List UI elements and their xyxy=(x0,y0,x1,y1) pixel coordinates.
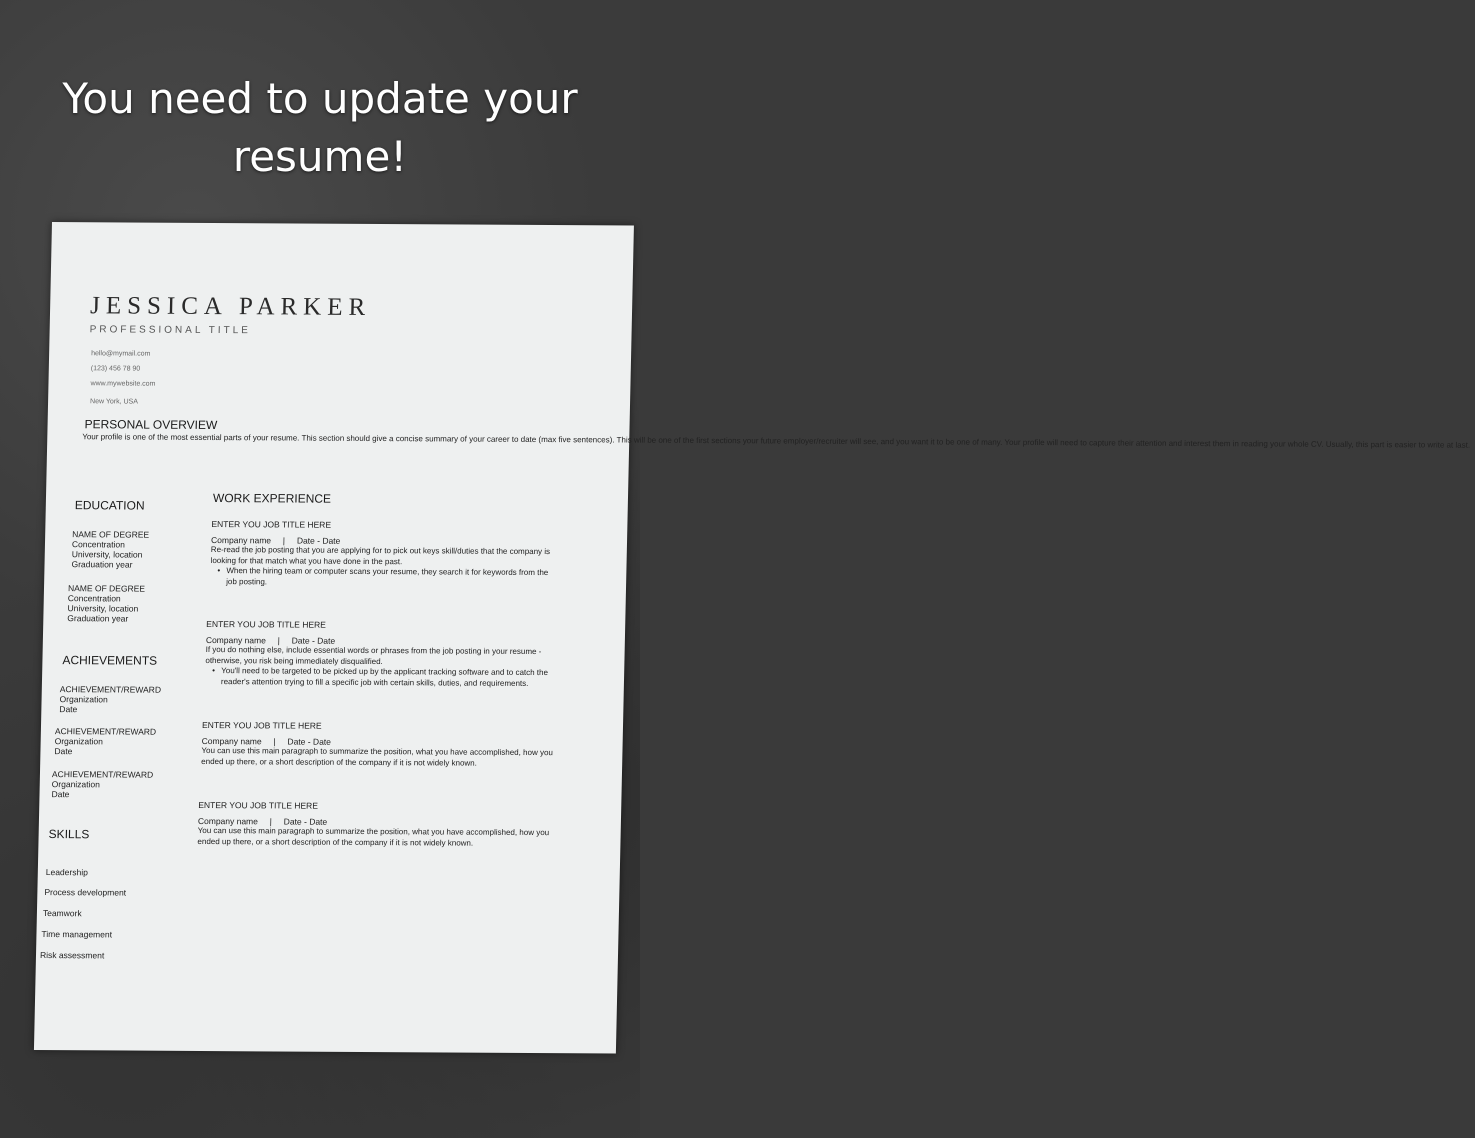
achievement-date: Date xyxy=(54,746,73,757)
contact-phone: (123) 456 78 90 xyxy=(90,365,141,373)
achievement-entry xyxy=(59,684,161,715)
education-entry xyxy=(71,529,149,569)
overview-heading: PERSONAL OVERVIEW xyxy=(84,417,218,433)
job-meta: Company name | Date - Date xyxy=(201,735,332,747)
job-entry xyxy=(201,720,560,769)
degree-concentration: Concentration xyxy=(71,539,125,550)
job-meta: Company name | Date - Date xyxy=(205,634,336,646)
resume-name: JESSICA PARKER xyxy=(89,292,372,321)
skill-item: Teamwork xyxy=(42,908,82,919)
resume-paper xyxy=(34,222,1471,1054)
skill-item: Leadership xyxy=(45,867,88,878)
degree-year: Graduation year xyxy=(67,613,129,624)
achievement-date: Date xyxy=(59,704,78,715)
skill-item: Process development xyxy=(44,887,127,898)
degree-location: University, location xyxy=(67,603,139,614)
video-caption xyxy=(0,70,640,186)
degree-name: NAME OF DEGREE xyxy=(67,583,146,594)
degree-location: University, location xyxy=(71,549,143,560)
job-title: ENTER YOU JOB TITLE HERE xyxy=(201,719,322,731)
achievement-entry xyxy=(51,769,153,800)
skill-item: Time management xyxy=(41,929,113,940)
degree-year: Graduation year xyxy=(71,559,133,570)
degree-concentration: Concentration xyxy=(67,593,121,604)
education-heading: EDUCATION xyxy=(74,498,145,513)
job-description: You can use this main paragraph to summarize the position, what you have accomplished, how you ended up there, or a short description of the company if it is not widely known. xyxy=(197,825,550,848)
achievement-org: Organization xyxy=(59,694,108,705)
job-entry xyxy=(197,800,558,849)
skills-heading: SKILLS xyxy=(48,827,90,842)
achievement-title: ACHIEVEMENT/REWARD xyxy=(54,726,157,737)
caption-line-2: resume! xyxy=(232,132,408,181)
job-bullet: • You'll need to be targeted to be picked up by the applicant tracking software and to catch the reader's attention trying to fill a specific job with certain skills, duties, and requirements. xyxy=(221,666,560,689)
job-meta: Company name | Date - Date xyxy=(210,535,341,546)
achievement-org: Organization xyxy=(51,779,101,790)
work-experience-heading: WORK EXPERIENCE xyxy=(212,491,332,506)
job-entry xyxy=(205,619,561,689)
overview-text: Your profile is one of the most essential parts of your resume. This section should give a concise summary of your career to date (max five sentences). This will be one of the first sections your future employer/recruiter will see, and you want it to be one of many. Your profile will need to capture their attention and interest them in reading your whole CV. Usually, this part is easier to write at last. xyxy=(82,432,1471,450)
achievement-org: Organization xyxy=(54,736,103,747)
caption-line-1: You need to update your xyxy=(62,74,578,123)
job-description: If you do nothing else, include essential words or phrases from the job posting in your resume - otherwise, you risk being immediately disqualified. xyxy=(205,644,542,666)
job-title: ENTER YOU JOB TITLE HERE xyxy=(211,519,332,530)
job-description: Re-read the job posting that you are applying for to pick out keys skill/duties that the company is looking for that match what you have done in the past. xyxy=(210,545,551,566)
degree-name: NAME OF DEGREE xyxy=(72,529,150,540)
education-entry xyxy=(67,583,145,623)
achievement-date: Date xyxy=(51,789,70,800)
achievements-heading: ACHIEVEMENTS xyxy=(62,653,158,668)
skill-item: Risk assessment xyxy=(39,950,105,961)
job-title: ENTER YOU JOB TITLE HERE xyxy=(198,799,319,811)
contact-location: New York, USA xyxy=(90,398,139,406)
contact-email: hello@mymail.com xyxy=(91,350,151,358)
professional-title: PROFESSIONAL TITLE xyxy=(89,324,252,337)
job-description: You can use this main paragraph to summarize the position, what you have accomplished, how you ended up there, or a short description of the company if it is not widely known. xyxy=(201,745,553,768)
achievement-entry xyxy=(54,726,156,757)
job-title: ENTER YOU JOB TITLE HERE xyxy=(206,618,326,630)
job-entry xyxy=(210,519,561,589)
achievement-title: ACHIEVEMENT/REWARD xyxy=(59,684,162,695)
achievement-title: ACHIEVEMENT/REWARD xyxy=(51,769,154,780)
job-bullet: • When the hiring team or computer scans your resume, they search it for keywords from the job posting. xyxy=(226,566,560,589)
job-meta: Company name | Date - Date xyxy=(197,815,328,827)
contact-website: www.mywebsite.com xyxy=(90,380,156,388)
